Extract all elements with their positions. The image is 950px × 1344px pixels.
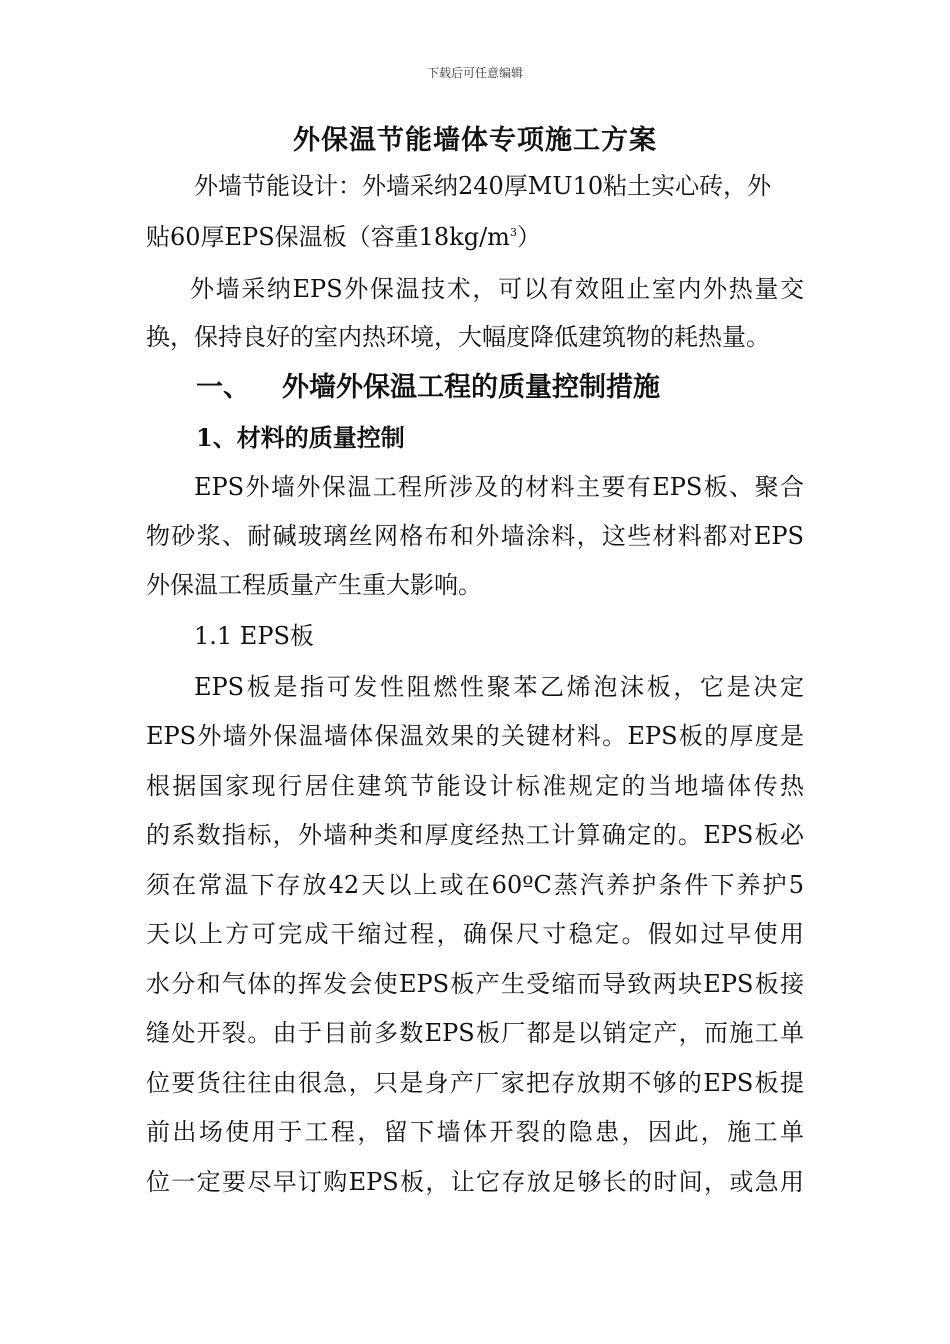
para3-line-8: 缝处开裂。由于目前多数EPS板厂都是以销定产，而施工单 [146,1019,804,1047]
document-title: 外保温节能墙体专项施工方案 [293,125,657,156]
para2-line-1: EPS外墙外保温工程所涉及的材料主要有EPS板、聚合 [194,473,804,501]
para2-line-2: 物砂浆、耐碱玻璃丝网格布和外墙涂料，这些材料都对EPS [146,522,804,550]
header-note: 下载后可任意编辑 [426,66,523,80]
para3-line-2: EPS外墙外保温墙体保温效果的关键材料。EPS板的厚度是 [146,722,804,750]
subsubsection-heading: 1.1 EPS板 [194,622,314,650]
para1-line-2: 换，保持良好的室内热环境，大幅度降低建筑物的耗热量。 [146,323,770,351]
para3-line-11: 位一定要尽早订购EPS板，让它存放足够长的时间，或急用 [146,1168,804,1196]
section-heading-1 [196,374,804,401]
para3-line-5: 须在常温下存放42天以上或在60ºC蒸汽养护条件下养护5 [146,871,804,899]
para3-line-1: EPS板是指可发性阻燃性聚苯乙烯泡沫板，它是决定 [194,673,804,701]
para3-line-9: 位要货往往由很急，只是身产厂家把存放期不够的EPS板提 [146,1069,804,1097]
intro-line-2-end: ） [516,223,541,251]
para3-line-6: 天以上方可完成干缩过程，确保尺寸稳定。假如过早使用 [146,920,804,948]
intro-line-1: 外墙节能设计：外墙采纳240厚MU10粘土实心砖，外 [194,172,772,200]
para1-line-1: 外墙采纳EPS外保温技术，可以有效阻止室内外热量交 [190,275,804,303]
para3-line-7: 水分和气体的挥发会使EPS板产生受缩而导致两块EPS板接 [146,970,804,998]
section-title: 外墙外保温工程的质量控制措施 [282,372,660,403]
para2-line-3: 外保温工程质量产生重大影响。 [146,571,482,599]
para3-line-4: 的系数指标，外墙种类和厚度经热工计算确定的。EPS板必 [146,821,804,849]
intro-line-2 [146,225,804,249]
intro-line-2-text: 贴60厚EPS保温板（容重18kg/m [146,223,510,251]
superscript-3: 3 [509,226,517,239]
para3-line-3: 根据国家现行居住建筑节能设计标准规定的当地墙体传热 [146,772,804,800]
section-number: 一、 [196,372,250,403]
para3-line-10: 前出场使用于工程，留下墙体开裂的隐患，因此，施工单 [146,1118,804,1146]
subsection-heading: 1、材料的质量控制 [196,423,405,452]
